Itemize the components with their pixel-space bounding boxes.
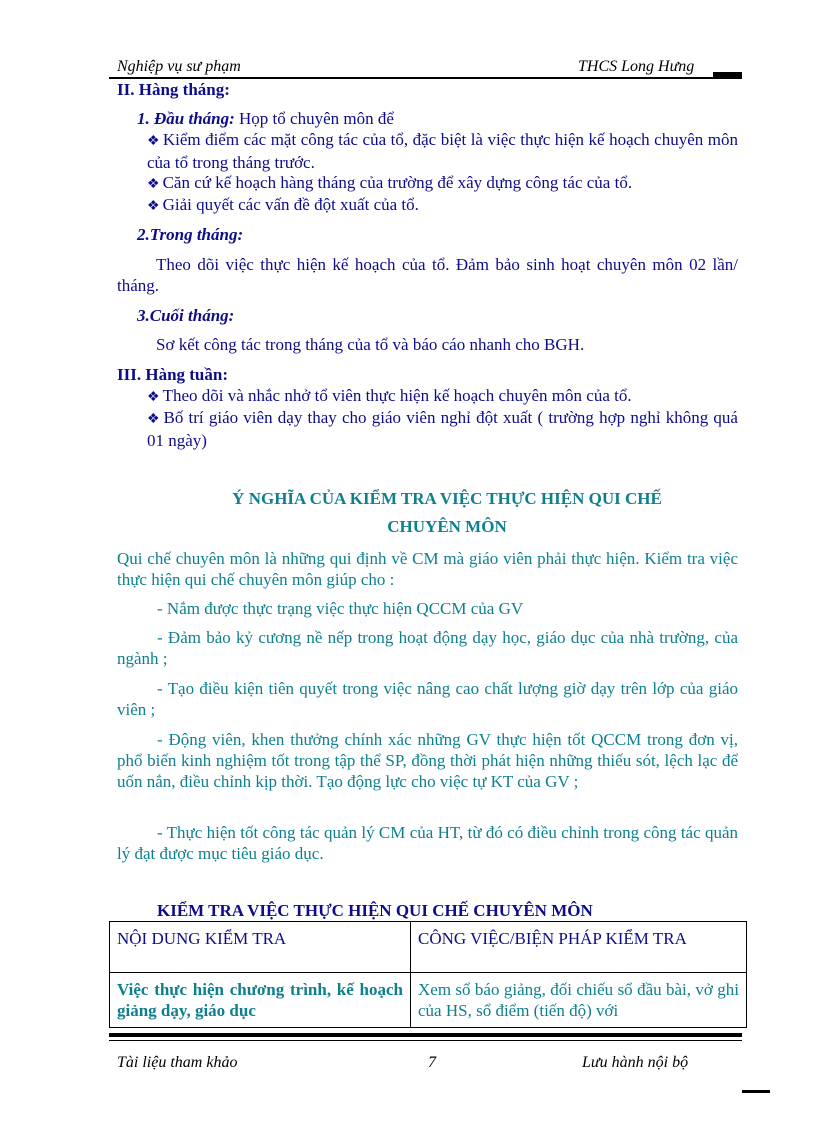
table-header-row [110,922,747,973]
weekly-bullet-1 [147,385,738,408]
header-right: THCS Long Hưng [578,58,695,75]
section-2-item-2-label: 2.Trong tháng: [137,225,244,244]
weekly-bullet-2-text: Bố trí giáo viên dạy thay cho giáo viên nghỉ đột xuất ( trường hợp nghỉ không quá 01 ngày) [147,408,738,450]
meaning-intro: Qui chế chuyên môn là những qui định về CM mà giáo viên phải thực hiện. Kiểm tra việc thực hiện qui chế chuyên môn giúp cho : [117,549,738,589]
diamond-bullet-icon: ❖ [147,177,160,192]
bullet-1 [147,129,738,173]
table-cell: Việc thực hiện chương trình, kế hoạch giảng dạy, giáo dục [110,973,411,1028]
footer-rule-thick [109,1033,742,1037]
section-2-item-2-text: Theo dõi việc thực hiện kế hoạch của tổ. Đảm bảo sinh hoạt chuyên môn 02 lần/ tháng. [117,255,738,295]
diamond-bullet-icon: ❖ [147,390,160,405]
meaning-point-3: - Tạo điều kiện tiên quyết trong việc nâng cao chất lượng giờ dạy trên lớp của giáo viên ; [117,679,738,719]
meaning-point-1: - Nắm được thực trạng việc thực hiện QCCM của GV [157,599,524,618]
footer-right: Lưu hành nội bộ [582,1054,689,1071]
item-1-label: 1. Đầu tháng: [137,109,235,128]
bullet-2 [147,172,738,195]
table-title: KIỂM TRA VIỆC THỰC HIỆN QUI CHẾ CHUYÊN MÔN [157,901,593,920]
table-row [110,973,747,1028]
meaning-title-line-1: Ý NGHĨA CỦA KIỂM TRA VIỆC THỰC HIỆN QUI CHẾ [232,489,662,508]
meaning-point-5: - Thực hiện tốt công tác quản lý CM của HT, từ đó có điều chỉnh trong công tác quản lý đạt được mục tiêu giáo dục. [117,823,738,863]
item-1-text: Họp tổ chuyên môn để [234,109,394,128]
bullet-3-text: Giải quyết các vấn đề đột xuất của tổ. [162,195,419,214]
diamond-bullet-icon: ❖ [147,134,160,149]
section-3-title: III. Hàng tuần: [117,365,229,384]
header-left: Nghiệp vụ sư phạm [117,58,241,75]
section-2-title: II. Hàng tháng: [117,80,230,99]
header-rule-accent [713,72,742,77]
diamond-bullet-icon: ❖ [147,199,160,214]
meaning-point-4: - Động viên, khen thưởng chính xác những GV thực hiện tốt QCCM trong đơn vị, phổ biến kinh nghiệm tốt trong tập thể SP, đồng thời phát hiện những thiếu sót, lệch lạc để uốn nắn, điều chỉnh kịp thời. Tạo động lực cho việc tự KT của GV ; [117,730,738,791]
bullet-1-text: Kiểm điểm các mặt công tác của tổ, đặc biệt là việc thực hiện kế hoạch chuyên môn của tổ trong tháng trước. [147,130,738,172]
section-2-item-3-text: Sơ kết công tác trong tháng của tổ và báo cáo nhanh cho BGH. [156,335,585,354]
section-2-item-1 [137,108,394,129]
inspection-table [109,921,747,1028]
footer-rule-thin [109,1040,742,1041]
diamond-bullet-icon: ❖ [147,412,161,427]
meaning-title-line-2: CHUYÊN MÔN [387,517,507,536]
footer-left: Tài liệu tham khảo [117,1054,238,1071]
meaning-point-2: - Đảm bảo kỷ cương nề nếp trong hoạt động dạy học, giáo dục của nhà trường, của ngành ; [117,628,738,668]
footer-page-number: 7 [428,1054,436,1071]
weekly-bullet-2 [147,407,738,451]
table-header-cell: NỘI DUNG KIỂM TRA [110,922,411,973]
section-2-item-3-label: 3.Cuối tháng: [137,306,235,325]
weekly-bullet-1-text: Theo dõi và nhắc nhở tổ viên thực hiện kế hoạch chuyên môn của tổ. [162,386,632,405]
table-cell: Xem sổ báo giảng, đối chiếu sổ đầu bài, vở ghi của HS, sổ điểm (tiến độ) với [411,973,747,1028]
table-header-cell: CÔNG VIỆC/BIỆN PHÁP KIỂM TRA [411,922,747,973]
bullet-3 [147,194,738,217]
footer-corner-mark [742,1090,770,1093]
bullet-2-text: Căn cứ kế hoạch hàng tháng của trường để xây dựng công tác của tổ. [162,173,633,192]
